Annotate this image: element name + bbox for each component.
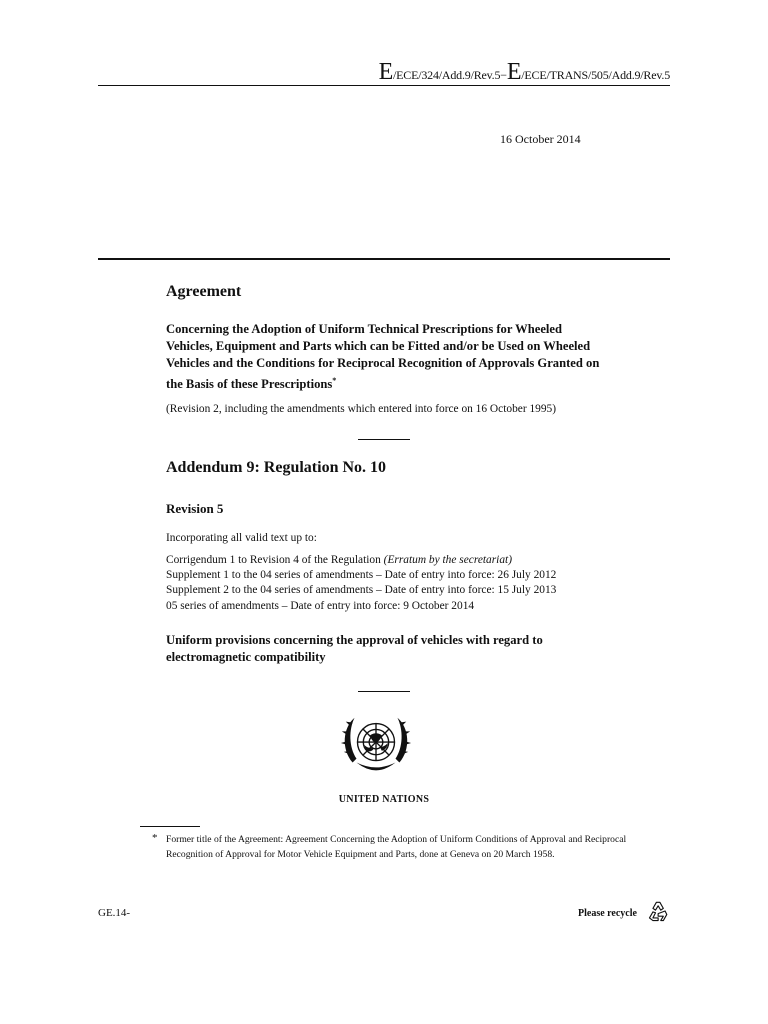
recycle-icon — [646, 898, 672, 924]
symbol-prefix-2: E — [506, 59, 522, 85]
list-item-text: 05 series of amendments – Date of entry into force: 9 October 2014 — [166, 599, 475, 612]
list-item — [166, 583, 556, 598]
revision-heading: Revision 5 — [166, 501, 224, 516]
list-item-text: Supplement 2 to the 04 series of amendments – Date of entry into force: 15 July 2013 — [166, 584, 557, 597]
footnote-text: Former title of the Agreement: Agreement Concerning the Adoption of Uniform Conditions of Approval and Reciprocal Recognition of Approval for Motor Vehicle Equipment and Parts, done at Geneva on 20 March 1958. — [166, 834, 627, 860]
document-code: GE.14- — [98, 907, 131, 919]
list-item — [166, 568, 556, 583]
symbol-rest-2: /ECE/TRANS/505/Add.9/Rev.5 — [521, 68, 670, 82]
separator-rule — [358, 439, 410, 440]
title-rule — [98, 258, 670, 260]
uniform-provisions-title: Uniform provisions concerning the approval of vehicles with regard to electromagnetic compatibility — [166, 633, 543, 664]
incorporating-text: Incorporating all valid text up to: — [166, 532, 317, 544]
footnote-marker: * — [152, 832, 158, 844]
footnote-rule — [140, 826, 200, 827]
revision-note: (Revision 2, including the amendments which entered into force on 16 October 1995) — [166, 403, 557, 415]
recycle-label: Please recycle — [578, 908, 637, 919]
symbol-rest-1: /ECE/324/Add.9/Rev.5− — [393, 68, 507, 82]
un-emblem-icon — [337, 706, 415, 784]
symbol-prefix-1: E — [378, 59, 394, 85]
list-item-italic: (Erratum by the secretariat) — [383, 554, 512, 566]
list-item-text: Corrigendum 1 to Revision 4 of the Regulation — [166, 554, 384, 566]
organization-name: UNITED NATIONS — [338, 794, 430, 805]
list-item — [166, 599, 556, 614]
agreement-heading: Agreement — [166, 283, 242, 300]
document-date: 16 October 2014 — [500, 132, 581, 146]
agreement-title — [166, 321, 606, 393]
list-item — [166, 553, 556, 568]
separator-rule — [358, 691, 410, 692]
amendments-list — [166, 553, 556, 614]
addendum-heading: Addendum 9: Regulation No. 10 — [166, 459, 387, 476]
header-rule — [98, 85, 670, 86]
agreement-title-text: Concerning the Adoption of Uniform Technical Prescriptions for Wheeled Vehicles, Equipment and Parts which can be Fitted and/or be Used on Wheeled Vehicles and the Conditions for Reciprocal Recognition of Approvals Granted on the Basis of these Prescriptions — [166, 322, 600, 392]
list-item-text: Supplement 1 to the 04 series of amendments – Date of entry into force: 26 July 2012 — [166, 569, 557, 582]
document-symbol — [98, 60, 670, 84]
agreement-footnote-marker: * — [332, 376, 337, 385]
